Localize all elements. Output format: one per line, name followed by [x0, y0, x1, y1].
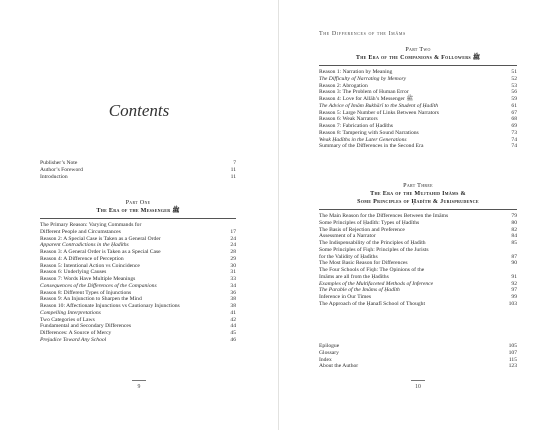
toc-entry — [40, 337, 236, 344]
toc-entry — [40, 290, 236, 297]
toc-entry-title: Reason 7: Words Have Multiple Meanings — [40, 276, 136, 282]
left-folio-rule — [132, 380, 146, 381]
toc-entry-title: Summary of the Differences in the Second Era — [319, 143, 424, 150]
toc-entry-title: Reason 9: An Injunction to Sharpen the Mind — [40, 296, 142, 303]
toc-entry — [319, 213, 517, 220]
toc-entry-title: Reason 10: Affectionate Injunctions vs Cautionary Injunctions — [40, 303, 180, 309]
toc-entry — [319, 294, 517, 301]
part-two-list — [319, 69, 517, 150]
toc-entry-page-number: 91 — [511, 273, 517, 280]
toc-entry-page-number: 45 — [230, 330, 236, 336]
toc-entry-title: Reason 2: Abrogation — [319, 82, 368, 89]
toc-entry-page-number: 24 — [230, 235, 236, 242]
toc-entry-page-number: 68 — [511, 116, 517, 123]
toc-entry-title: Reason 5: Intentional Action vs Coincidence — [40, 262, 140, 269]
toc-entry-page-number: 38 — [230, 303, 236, 309]
toc-entry-page-number: 30 — [230, 262, 236, 269]
toc-entry — [319, 76, 517, 83]
toc-entry — [319, 103, 517, 110]
toc-entry-page-number: 34 — [230, 282, 236, 289]
back-matter-list — [319, 343, 517, 370]
toc-entry-page-number: 73 — [511, 129, 517, 136]
toc-entry-page-number: 99 — [511, 294, 517, 300]
toc-entry — [40, 283, 236, 290]
left-page — [0, 0, 278, 430]
toc-entry-page-number: 61 — [511, 102, 517, 109]
toc-entry-title: The Main Reason for the Differences Between the Imāms — [319, 213, 449, 219]
toc-entry-title: Examples of the Multifaceted Methods of Inference — [319, 280, 434, 287]
toc-entry — [319, 110, 517, 117]
toc-entry — [319, 240, 517, 247]
toc-entry-title-continued: for the Validity of Ḥadīths — [319, 253, 378, 260]
toc-entry — [319, 123, 517, 130]
right-page — [279, 0, 557, 430]
toc-entry — [319, 350, 517, 357]
toc-entry-title-continued: Imāms are all from the Ḥadīths — [319, 273, 389, 280]
toc-entry-title: Apparent Contradictions in the Ḥadīths — [40, 242, 129, 249]
running-head: The Differences of the Imāms — [319, 31, 406, 37]
part-two-heading — [319, 46, 517, 62]
toc-entry-title: Author’s Foreword — [40, 166, 83, 173]
toc-entry-title: Reason 2: A Special Case is Taken as a General Order — [40, 235, 161, 242]
toc-entry-page-number: 82 — [511, 226, 517, 233]
part-one-subtitle: The Era of the Messenger ﷺ — [96, 208, 180, 214]
toc-entry-title: The Difficulty of Narrating by Memory — [319, 75, 407, 82]
toc-entry-title: Epilogue — [319, 343, 340, 349]
part-three-subtitle-line2: Some Principles of Ḥadīth & Jurisprudence — [357, 199, 479, 205]
toc-entry-title: Fundamental and Secondary Differences — [40, 323, 132, 330]
toc-entry-page-number: 80 — [511, 219, 517, 226]
toc-entry-title: The Basis of Rejection and Preference — [319, 226, 405, 233]
part-one-rule — [40, 218, 236, 219]
toc-entry — [319, 357, 517, 364]
toc-entry — [319, 287, 517, 294]
left-folio: 9 — [137, 384, 141, 390]
toc-entry — [319, 96, 517, 103]
toc-entry-page-number: 36 — [230, 289, 236, 296]
toc-entry-page-number: 29 — [230, 255, 236, 262]
toc-entry — [40, 222, 236, 236]
toc-entry-page-number: 52 — [511, 75, 517, 82]
toc-entry — [40, 296, 236, 303]
toc-entry — [40, 167, 236, 174]
toc-entry-title: Index — [319, 356, 332, 363]
toc-entry-page-number: 69 — [511, 123, 517, 129]
toc-entry-title: Assessment of a Narrator — [319, 233, 376, 240]
toc-entry-page-number: 105 — [508, 343, 517, 349]
toc-entry-title: Differences: A Source of Mercy — [40, 330, 112, 336]
toc-entry-title: Reason 3: The Problem of Human Error — [319, 89, 409, 96]
toc-entry-title: Reason 4: A Difference of Perception — [40, 255, 124, 262]
toc-entry-page-number: 84 — [511, 233, 517, 240]
toc-entry-title: The Four Schools of Fiqh: The Opinions of the — [319, 267, 425, 273]
toc-entry-title-continued: Different People and Circumstances — [40, 228, 121, 235]
part-three-label: Part Three — [403, 183, 433, 189]
toc-entry — [319, 220, 517, 227]
toc-entry-page-number: 38 — [230, 296, 236, 303]
toc-entry-title: The Parable of the Imāms of Ḥadīth — [319, 287, 400, 294]
contents-title: Contents — [108, 101, 170, 120]
toc-entry — [40, 249, 236, 256]
toc-entry — [319, 260, 517, 267]
toc-entry-page-number: 11 — [230, 166, 236, 173]
toc-entry-title: Some Principles of Fiqh: Principles of the Jurists — [319, 246, 429, 253]
toc-entry-page-number: 53 — [511, 82, 517, 89]
part-one-list — [40, 222, 236, 344]
toc-entry-title: Some Principles of Ḥadīth: Types of Ḥadīths — [319, 219, 420, 226]
right-folio: 10 — [415, 384, 421, 390]
toc-entry-title: Inference in Our Times — [319, 294, 372, 300]
toc-entry-title: The Approach of the Ḥanafī School of Thought — [319, 300, 425, 307]
toc-entry-page-number: 24 — [230, 242, 236, 249]
toc-entry — [40, 263, 236, 270]
toc-entry-title: Introduction — [40, 173, 68, 180]
toc-entry — [40, 303, 236, 310]
toc-entry — [40, 323, 236, 330]
toc-entry — [319, 363, 517, 370]
part-one-label: Part One — [125, 200, 151, 206]
toc-entry-page-number: 74 — [511, 143, 517, 150]
toc-entry-page-number: 33 — [230, 276, 236, 282]
toc-entry-title: Consequences of the Differences of the Companions — [40, 282, 157, 289]
toc-entry-title: Reason 7: Fabrication of Ḥadīths — [319, 123, 393, 129]
toc-entry-page-number: 90 — [511, 260, 517, 267]
toc-entry — [40, 276, 236, 283]
front-matter-list — [40, 160, 236, 180]
toc-entry — [40, 236, 236, 243]
toc-entry-page-number: 11 — [230, 173, 236, 180]
toc-entry-title: Weak Ḥadīths in the Later Generations — [319, 136, 407, 143]
toc-entry — [40, 269, 236, 276]
toc-entry-page-number: 74 — [511, 136, 517, 143]
toc-entry-title: Prejudice Toward Any School — [40, 336, 107, 343]
toc-entry — [319, 247, 517, 261]
toc-entry — [40, 174, 236, 181]
toc-entry — [319, 233, 517, 240]
toc-entry-page-number: 79 — [511, 213, 517, 219]
toc-entry-title: The Most Basic Reason for Differences — [319, 260, 408, 267]
toc-entry-page-number: 92 — [511, 280, 517, 287]
toc-entry — [319, 89, 517, 96]
toc-entry-page-number: 17 — [230, 228, 236, 235]
toc-entry-page-number: 103 — [508, 300, 517, 307]
toc-entry-title: Two Categories of Laws — [40, 316, 95, 323]
toc-entry-title: Reason 5: Large Number of Links Between Narrators — [319, 109, 439, 116]
toc-entry — [319, 301, 517, 308]
toc-entry-page-number: 44 — [230, 323, 236, 330]
toc-entry — [40, 330, 236, 337]
toc-entry-page-number: 67 — [511, 109, 517, 116]
toc-entry — [40, 160, 236, 167]
toc-entry-page-number: 41 — [230, 309, 236, 316]
toc-entry-page-number: 97 — [511, 287, 517, 294]
toc-entry-title: Reason 4: Love for Allāh’s Messenger ﷺ — [319, 96, 414, 102]
toc-entry — [319, 143, 517, 150]
right-folio-rule — [411, 380, 425, 381]
toc-entry-page-number: 46 — [230, 336, 236, 343]
toc-entry-title: About the Author — [319, 363, 359, 370]
toc-entry-page-number: 7 — [233, 160, 236, 166]
toc-entry-title: Reason 3: A General Order is Taken as a Special Case — [40, 249, 161, 255]
toc-entry-title: Reason 1: Narration by Meaning — [319, 69, 393, 75]
toc-entry — [319, 116, 517, 123]
toc-entry-title: Reason 8: Tampering with Sound Narrations — [319, 129, 419, 136]
toc-entry-page-number: 87 — [511, 253, 517, 260]
toc-entry-title: The Advice of Imām Bukhārī to the Student of Ḥadīth — [319, 102, 439, 109]
toc-entry — [319, 267, 517, 281]
toc-entry-title: Reason 6: Weak Narrators — [319, 116, 378, 123]
toc-entry — [319, 69, 517, 76]
toc-entry-title: Glossary — [319, 349, 339, 356]
part-three-heading — [319, 182, 517, 206]
toc-entry-page-number: 123 — [508, 363, 517, 370]
part-two-label: Part Two — [405, 47, 431, 53]
toc-entry-page-number: 28 — [230, 249, 236, 255]
toc-entry-page-number: 51 — [511, 69, 517, 75]
toc-entry-title: Compelling Interpretations — [40, 309, 101, 316]
part-three-rule — [319, 209, 517, 210]
toc-entry-page-number: 85 — [511, 240, 517, 246]
toc-entry — [40, 310, 236, 317]
part-two-rule — [319, 65, 517, 66]
toc-entry-title: Publisher’s Note — [40, 160, 78, 166]
toc-entry-page-number: 56 — [511, 89, 517, 96]
part-one-heading — [40, 199, 236, 215]
part-two-subtitle: The Era of the Companions & Followers ﷺ — [355, 55, 481, 61]
toc-entry — [319, 343, 517, 350]
toc-entry-page-number: 107 — [508, 349, 517, 356]
part-three-list — [319, 213, 517, 308]
part-three-subtitle-line1: The Era of the Mujtahid Imāms & — [370, 191, 466, 197]
toc-entry-page-number: 42 — [230, 316, 236, 323]
toc-entry-title: Reason 6: Underlying Causes — [40, 269, 107, 276]
toc-entry — [319, 130, 517, 137]
toc-entry-title: Reason 8: Different Types of Injunctions — [40, 289, 132, 296]
toc-entry-page-number: 31 — [230, 269, 236, 276]
toc-entry — [40, 256, 236, 263]
toc-entry-page-number: 115 — [508, 356, 517, 363]
toc-entry-title: The Primary Reason: Varying Commands for — [40, 222, 142, 228]
toc-entry-title: The Indispensability of the Principles of Ḥadīth — [319, 240, 426, 246]
toc-entry — [40, 242, 236, 249]
toc-entry-page-number: 59 — [511, 96, 517, 102]
